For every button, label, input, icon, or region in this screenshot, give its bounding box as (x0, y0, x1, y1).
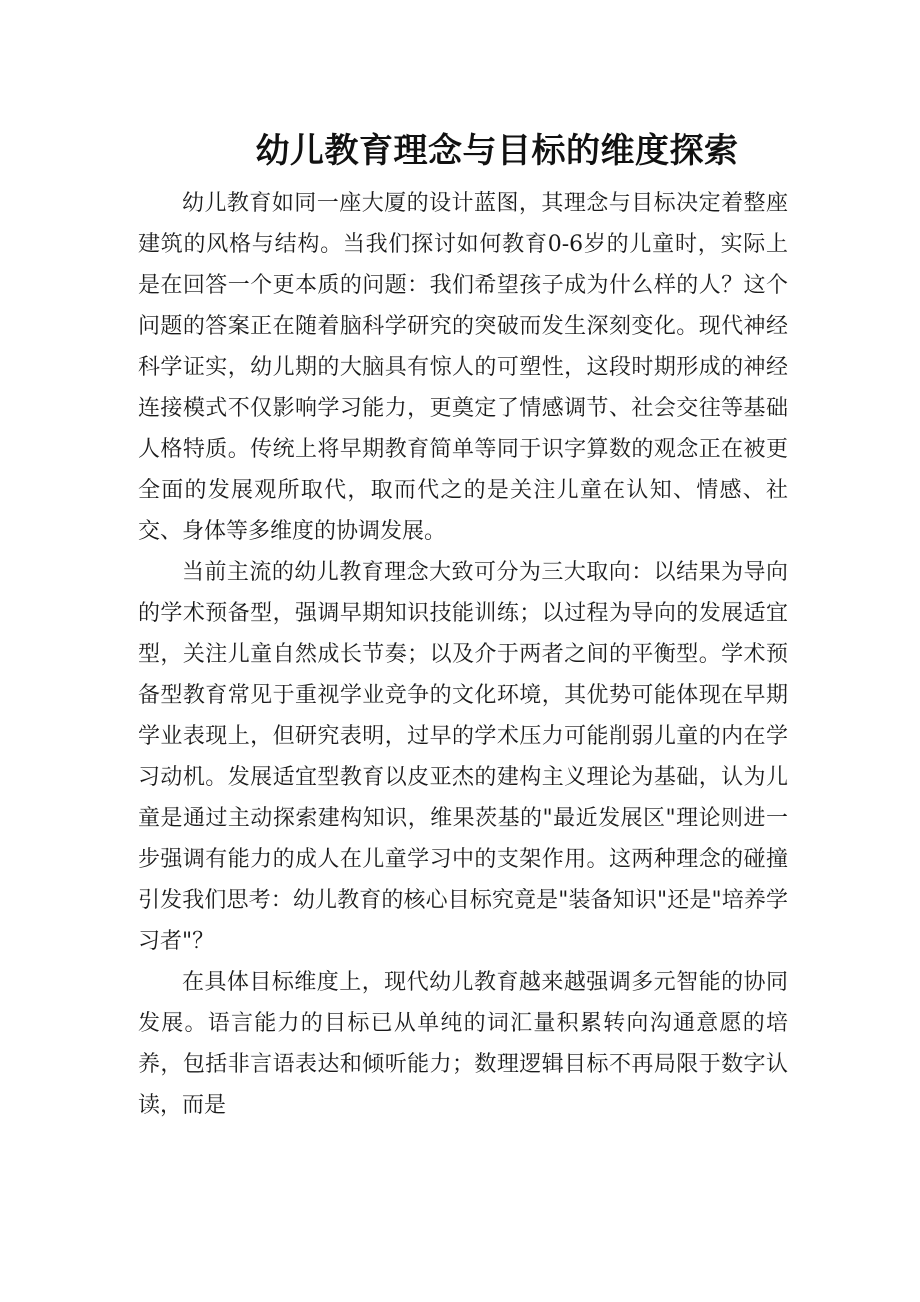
paragraph-2: 当前主流的幼儿教育理念大致可分为三大取向：以结果为导向的学术预备型，强调早期知识技能训练；以过程为导向的发展适宜型，关注儿童自然成长节奏；以及介于两者之间的平衡型。学术预备型教育常见于重视学业竞争的文化环境，其优势可能体现在早期学业表现上，但研究表明，过早的学术压力可能削弱儿童的内在学习动机。发展适宜型教育以皮亚杰的建构主义理论为基础，认为儿童是通过主动探索建构知识，维果茨基的"最近发展区"理论则进一步强调有能力的成人在儿童学习中的支架作用。这两种理念的碰撞引发我们思考：幼儿教育的核心目标究竟是"装备知识"还是"培养学习者"？ (138, 560, 788, 954)
document-body (138, 183, 788, 1126)
paragraph-3: 在具体目标维度上，现代幼儿教育越来越强调多元智能的协同发展。语言能力的目标已从单纯的词汇量积累转向沟通意愿的培养，包括非言语表达和倾听能力；数理逻辑目标不再局限于数字认读，而是 (138, 970, 788, 1118)
paragraph-1: 幼儿教育如同一座大厦的设计蓝图，其理念与目标决定着整座建筑的风格与结构。当我们探讨如何教育0-6岁的儿童时，实际上是在回答一个更本质的问题：我们希望孩子成为什么样的人？这个问题的答案正在随着脑科学研究的突破而发生深刻变化。现代神经科学证实，幼儿期的大脑具有惊人的可塑性，这段时期形成的神经连接模式不仅影响学习能力，更奠定了情感调节、社会交往等基础人格特质。传统上将早期教育简单等同于识字算数的观念正在被更全面的发展观所取代，取而代之的是关注儿童在认知、情感、社交、身体等多维度的协调发展。 (138, 191, 788, 544)
document-title: 幼儿教育理念与目标的维度探索 (255, 131, 739, 171)
